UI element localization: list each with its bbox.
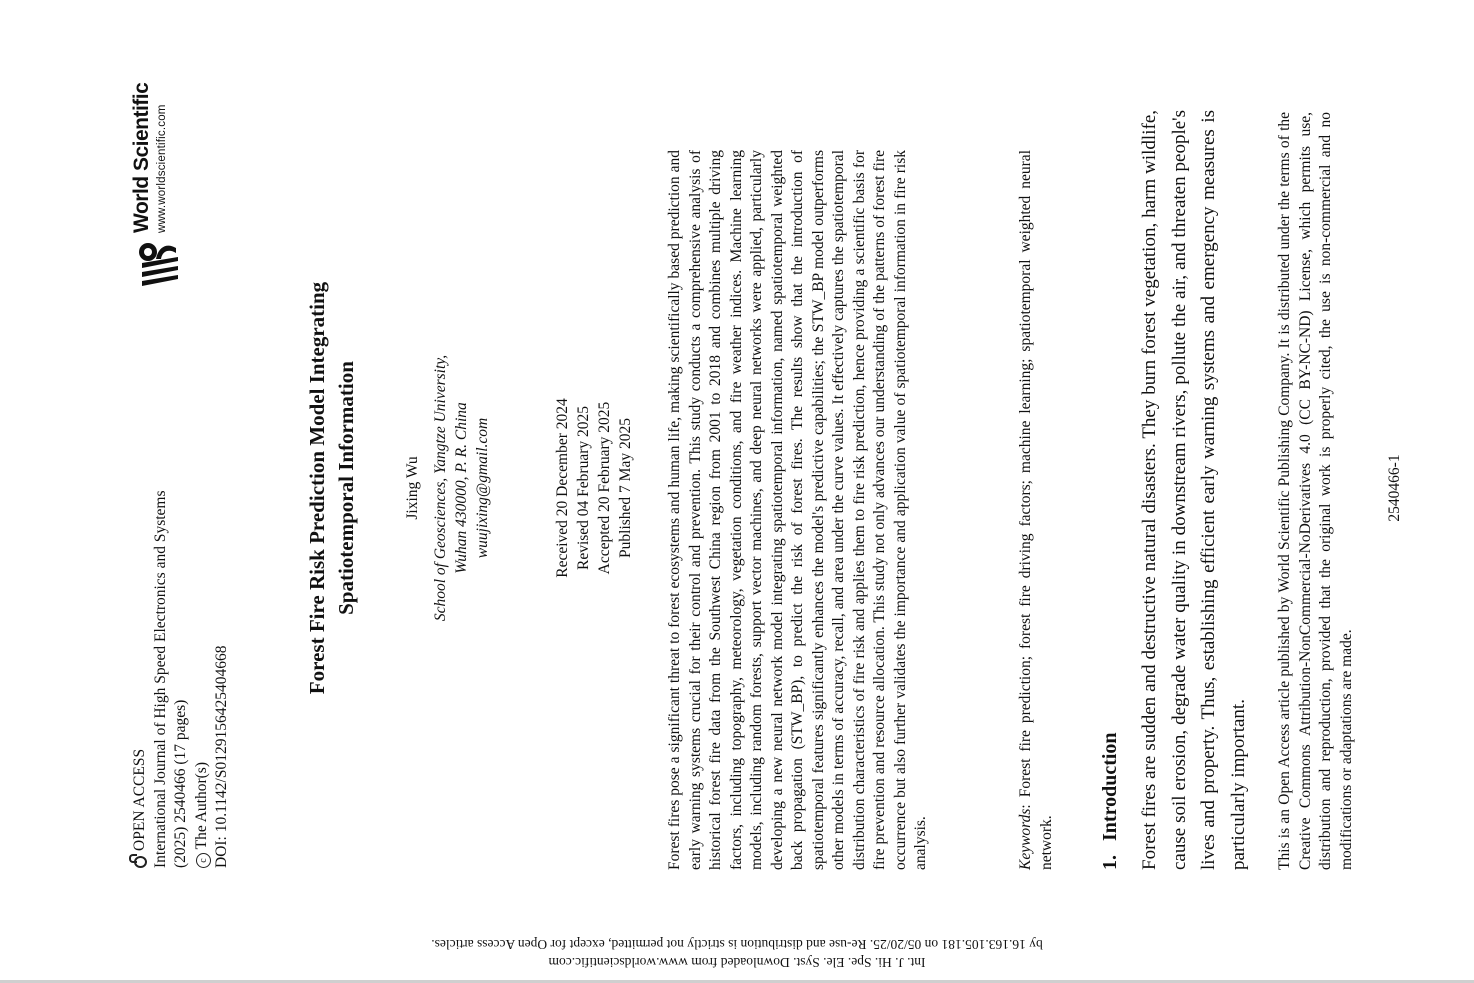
- open-access-lock-icon: [134, 856, 147, 868]
- world-scientific-logo-icon: [132, 238, 184, 288]
- paper-title: [303, 208, 361, 768]
- author-affiliation-line-2: Wuhan 430000, P. R. China: [453, 402, 470, 574]
- keywords-label: Keywords: [1017, 808, 1034, 870]
- doi[interactable]: DOI: 10.1142/S0129156425404668: [213, 645, 230, 868]
- journal-header: [130, 388, 233, 868]
- abstract-text: Forest fires pose a significant threat to forest ecosystems and human life, making scientifically based prediction and early warning systems crucial for their control and prevention. This study conducts a comprehensive analysis of historical forest fire data from the Southwest China region from 2001 to 2018 and combines multiple driving factors, including topography, meteorology, vegetation conditions, and fire weather indices. Machine learning models, including random forests, support vector machines, and deep neural networks were applied, particularly developing a new neural network model integrating spatiotemporal information, named spatiotemporal weighted back propagation (STW_BP), to predict the risk of forest fires. The results show that the introduction of spatiotemporal features significantly enhances the model's predictive capabilities; the STW_BP model outperforms other models in terms of accuracy, recall, and area under the curve values. It effectively captures the spatiotemporal distribution characteristics of fire risk and applies them to fire risk prediction, hence providing a scientific basis for fire prevention and resource allocation. This study not only advances our understanding of the patterns of forest fire occurrence but also further validates the importance and application value of spatiotemporal information in fire risk analysis.: [666, 150, 929, 870]
- copyright-text: The Author(s): [192, 762, 210, 850]
- keywords: [1016, 150, 1057, 870]
- license-footnote: This is an Open Access article published by World Scientific Publishing Company. It is distributed under the terms of the Creative Commons Attribution-NonCommercial-NoDerivatives 4.0 (CC BY-NC-ND) License, which permits use, distribution and reproduction, provided that the original work is properly cited, the use is non-commercial and no modifications or adaptations are made.: [1276, 112, 1355, 870]
- keywords-text: : Forest fire prediction; forest fire driving factors; machine learning; spatiotemporal weighted neural network.: [1017, 150, 1055, 870]
- page-number: 2540466-1: [1386, 454, 1403, 522]
- download-stamp: [0, 935, 1474, 971]
- title-line-1: Forest Fire Risk Prediction Model Integrating: [305, 281, 329, 695]
- accepted-date: Accepted 20 February 2025: [596, 401, 613, 575]
- introduction-paragraph: Forest fires are sudden and destructive natural disasters. They burn forest vegetation, harm wildlife, cause soil erosion, degrade water quality in downstream rivers, pollute the air, and threaten people's lives and property. Thus, establishing efficient early warning systems and emergency measures is particularly important.: [1139, 110, 1249, 870]
- journal-name: International Journal of High Speed Electronics and Systems: [151, 490, 169, 868]
- published-date: Published 7 May 2025: [617, 418, 634, 558]
- section-number: 1.: [1099, 855, 1121, 870]
- journal-pages: (2025) 2540466 (17 pages): [172, 699, 189, 868]
- open-access-label: OPEN ACCESS: [131, 748, 148, 851]
- copyright-icon: c: [196, 853, 211, 868]
- open-access-line: [130, 388, 151, 868]
- download-stamp-line-1: Int. J. Hi. Spe. Ele. Syst. Downloaded from www.worldscientific.com: [548, 955, 926, 970]
- revised-date: Revised 04 February 2025: [575, 406, 592, 571]
- download-stamp-line-2: by 16.163.105.181 on 05/20/25. Re-use and distribution is strictly not permitted, except for Open Access articles.: [431, 937, 1043, 952]
- publication-dates: [552, 208, 636, 768]
- title-line-2: Spatiotemporal Information: [334, 361, 358, 615]
- author-email[interactable]: wuujixing@gmail.com: [474, 417, 491, 559]
- author-name: Jixing Wu: [404, 456, 421, 520]
- logo-wordmark: World Scientific: [130, 82, 153, 233]
- section-heading-introduction: [1097, 470, 1123, 870]
- copyright-line: [192, 388, 213, 868]
- author-affiliation-line-1: School of Geosciences, Yangtze University,: [432, 354, 449, 622]
- logo-url[interactable]: www.worldscientific.com: [156, 104, 168, 233]
- received-date: Received 20 December 2024: [554, 398, 571, 578]
- publisher-logo: [128, 82, 186, 288]
- section-title: Introduction: [1099, 732, 1121, 841]
